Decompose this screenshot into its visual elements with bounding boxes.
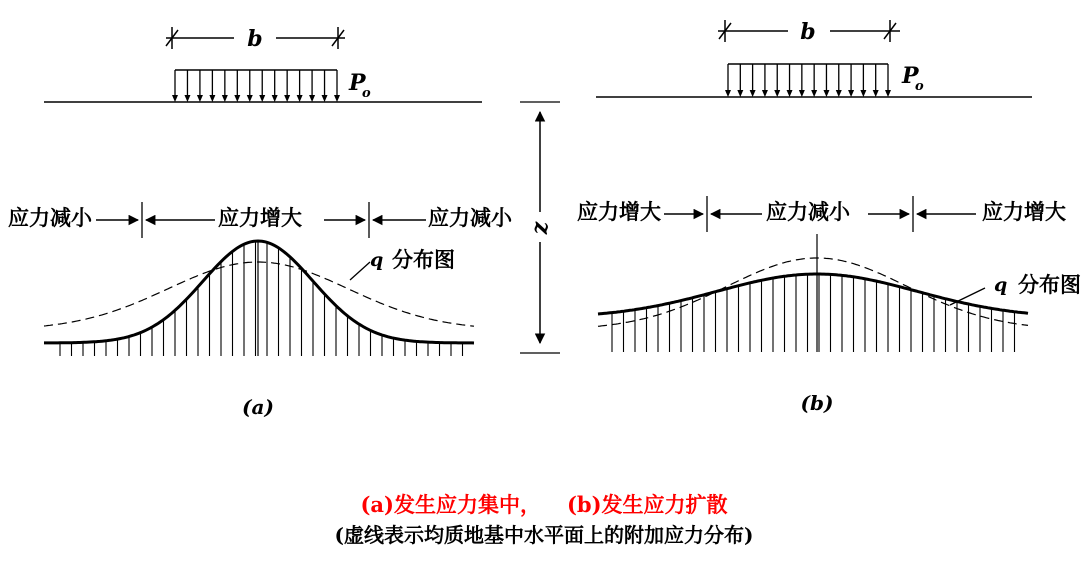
dist-label-b: 分布图 — [1018, 273, 1081, 297]
uniform-load-b — [725, 64, 891, 97]
panel-label-b: (b) — [800, 391, 834, 415]
q-leader-a — [350, 262, 370, 280]
pressure-subscript-a: o — [362, 86, 371, 101]
zone-label-b-right: 应力增大 — [982, 200, 1066, 224]
q-label-a: q — [370, 249, 384, 271]
depth-dimension — [520, 102, 560, 353]
zone-label-b-center: 应力减小 — [766, 200, 850, 224]
zone-label-b-left: 应力增大 — [577, 200, 661, 224]
zone-label-a-center: 应力增大 — [218, 206, 302, 230]
dist-label-a: 分布图 — [392, 248, 455, 272]
zone-label-a-left: 应力减小 — [8, 206, 92, 230]
uniform-load-a — [172, 70, 340, 102]
pressure-label-a: P — [349, 70, 366, 96]
q-label-b: q — [994, 274, 1008, 296]
stress-curve-b — [598, 274, 1028, 314]
zone-label-a-right: 应力减小 — [428, 206, 512, 230]
stress-hatching-b — [612, 274, 1015, 352]
width-dimension-b — [718, 19, 900, 45]
caption-line-1 — [0, 489, 1088, 519]
pressure-label-b: P — [902, 63, 919, 89]
panel-b — [577, 19, 1081, 415]
width-label-b: b — [800, 19, 816, 45]
width-label-a: b — [247, 26, 263, 52]
panel-a — [8, 26, 513, 419]
pressure-subscript-b: o — [915, 79, 924, 94]
caption-a: (a)发生应力集中， — [360, 492, 541, 517]
width-dimension-a — [166, 26, 345, 52]
depth-label: z — [527, 221, 553, 235]
caption-line-2: (虚线表示均质地基中水平面上的附加应力分布) — [334, 523, 754, 547]
caption-b: (b)发生应力扩散 — [566, 492, 728, 517]
uniform-soil-curve-b — [598, 258, 1028, 326]
panel-label-a: (a) — [242, 395, 274, 419]
